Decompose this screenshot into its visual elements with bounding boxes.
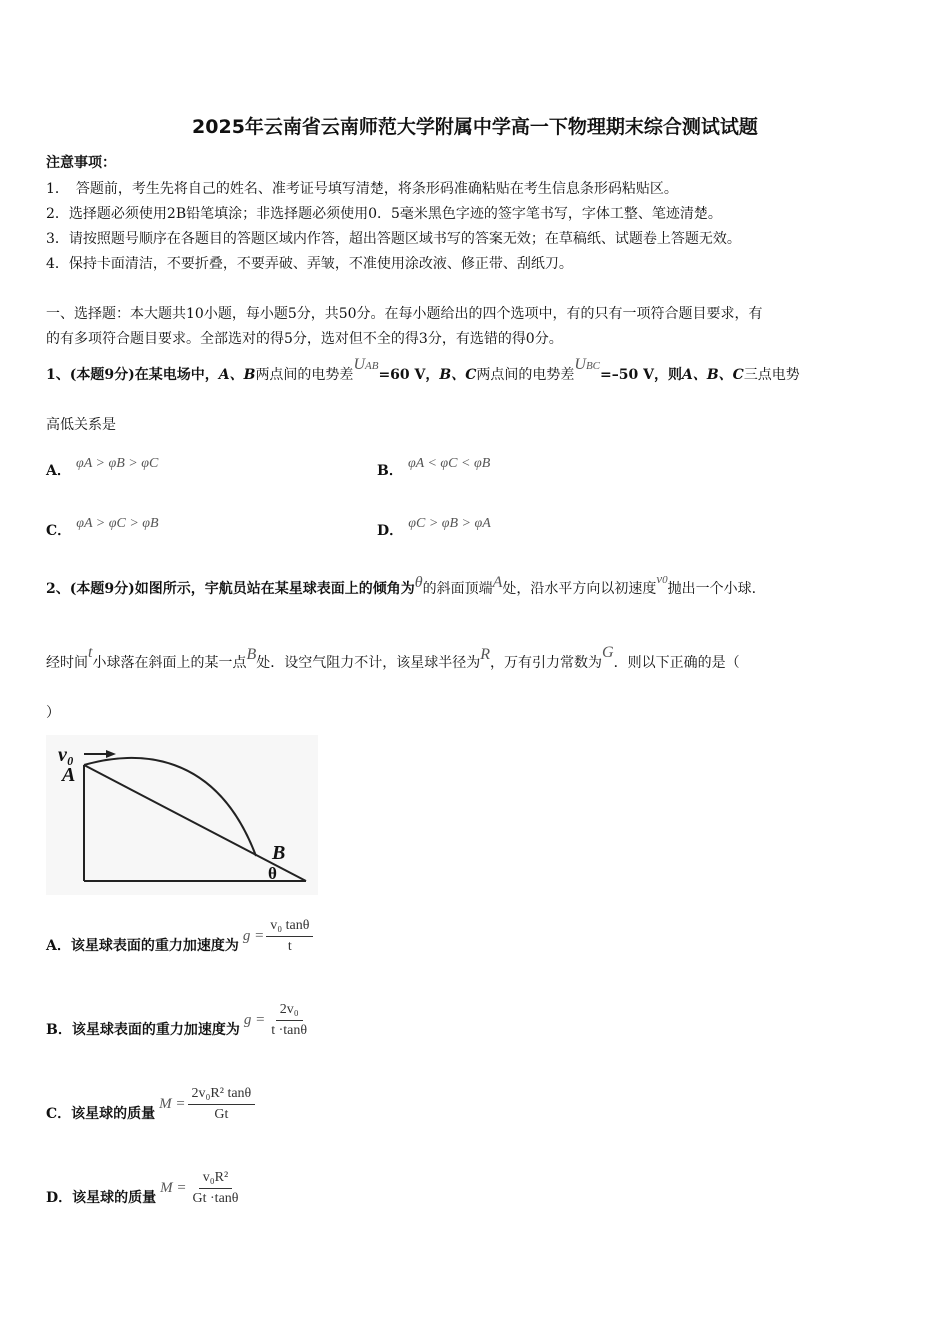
q2-option-a-lhs: g = xyxy=(242,928,265,944)
q2-stem-part1: 2、(本题9分)如图所示，宇航员站在某星球表面上的倾角为 xyxy=(46,581,415,597)
section-intro-line1: 一、选择题：本大题共10小题，每小题5分，共50分。在每小题给出的四个选项中，有的只有一项符合题目要求，有 xyxy=(46,306,763,322)
notice-heading: 注意事项： xyxy=(46,155,116,171)
q2-option-a-fraction xyxy=(266,918,313,955)
q1-option-d-math: φC > φB > φA xyxy=(408,516,491,531)
q2-option-c-denominator: Gt xyxy=(214,1107,229,1122)
notice-item-4: 4．保持卡面清洁，不要折叠，不要弄破、弄皱，不准使用涂改液、修正带、刮纸刀。 xyxy=(46,256,573,272)
section-intro-line2: 的有多项符合题目要求。全部选对的得5分，选对但不全的得3分，有选错的得0分。 xyxy=(46,331,563,347)
q2-option-c-numerator: 2v₀R² tanθ xyxy=(188,1086,256,1105)
q2-option-d-numerator: v₀R² xyxy=(199,1170,232,1189)
q1-option-d-label: D． xyxy=(377,523,404,539)
q1-stem-line2: 高低关系是 xyxy=(46,417,116,433)
q2-option-d-label: D． xyxy=(46,1189,73,1206)
q2-stem-part8: ，万有引力常数为 xyxy=(490,655,603,671)
q2-incline-figure xyxy=(46,735,318,895)
q2-stem-part3: 处，沿水平方向以初速度 xyxy=(502,581,657,597)
q2-option-c-lhs: M = xyxy=(159,1096,186,1112)
q1-stem-part2: 两点间的电势差 xyxy=(255,367,354,383)
q2-option-a-denominator: t xyxy=(287,939,292,954)
q2-stem-part2: 的斜面顶端 xyxy=(422,581,493,597)
q1-option-b-math: φA < φC < φB xyxy=(407,456,491,471)
q2-stem-line2 xyxy=(46,644,740,672)
figure-b-label: B xyxy=(272,842,286,864)
q1-option-c[interactable] xyxy=(46,512,159,539)
q1-uab-symbol: UAB xyxy=(353,356,379,373)
q2-option-b-numerator: 2v₀ xyxy=(276,1002,303,1021)
q1-stem xyxy=(46,356,800,384)
q1-option-a[interactable] xyxy=(46,452,159,479)
q2-option-a[interactable] xyxy=(46,918,313,955)
q1-option-b[interactable] xyxy=(377,452,491,479)
q2-g-symbol: G xyxy=(602,644,614,661)
figure-v0-label: v₀ xyxy=(58,744,74,766)
q1-points-abc: A、B、C xyxy=(681,367,744,383)
q2-option-c-label: C． xyxy=(46,1105,72,1122)
q1-option-a-label: A． xyxy=(46,463,71,479)
q1-option-d[interactable] xyxy=(377,512,491,539)
figure-a-label: A xyxy=(62,764,76,786)
q2-option-b-denominator: t ·tanθ xyxy=(271,1023,308,1038)
q2-stem-part7: 处．设空气阻力不计，该星球半径为 xyxy=(256,655,481,671)
q2-option-c-fraction xyxy=(188,1086,256,1123)
q2-option-b-lhs: g = xyxy=(243,1012,266,1028)
q1-uab-sub: AB xyxy=(365,360,379,372)
q2-option-d-fraction xyxy=(189,1170,243,1207)
q2-option-a-label: A． xyxy=(46,937,71,954)
page-title: 2025年云南省云南师范大学附属中学高一下物理期末综合测试试题 xyxy=(192,116,758,138)
q1-option-c-label: C． xyxy=(46,523,72,539)
q2-stem-part6: 小球落在斜面上的某一点 xyxy=(92,655,247,671)
q2-option-b-label: B． xyxy=(46,1021,72,1038)
q2-option-d[interactable] xyxy=(46,1170,243,1207)
q2-t-symbol: t xyxy=(88,644,93,661)
q1-ubc-sub: BC xyxy=(585,360,601,372)
q2-option-b[interactable] xyxy=(46,1002,311,1039)
q2-option-a-numerator: v₀ tanθ xyxy=(266,918,313,937)
q2-option-c-text: 该星球的质量 xyxy=(71,1105,156,1122)
q2-option-c[interactable] xyxy=(46,1086,255,1123)
q1-option-b-label: B． xyxy=(377,463,403,479)
q2-option-b-fraction xyxy=(267,1002,311,1039)
q1-stem-part3: =60 V， xyxy=(378,367,440,383)
q1-stem-part1: 1、(本题9分)在某电场中， xyxy=(46,367,219,383)
q1-option-a-math: φA > φB > φC xyxy=(75,456,159,471)
notice-item-3: 3．请按照题号顺序在各题目的答题区域内作答，超出答题区域书写的答案无效；在草稿纸、试题卷上答题无效。 xyxy=(46,231,741,247)
q1-ubc-symbol: UBC xyxy=(574,356,601,373)
q2-option-d-denominator: Gt ·tanθ xyxy=(192,1191,239,1206)
q2-stem-part5: 经时间 xyxy=(46,655,88,671)
q2-option-a-text: 该星球表面的重力加速度为 xyxy=(70,937,239,954)
q2-v0-symbol: v0 xyxy=(656,571,668,586)
q1-points-bc: B、C xyxy=(439,367,477,383)
notice-item-2: 2．选择题必须使用2B铅笔填涂；非选择题必须使用0．5毫米黑色字迹的签字笔书写，字体工整、笔迹清楚。 xyxy=(46,206,722,222)
q1-points-ab: A、B xyxy=(218,367,256,383)
q1-stem-part5: =–50 V，则 xyxy=(600,367,682,383)
q2-option-d-lhs: M = xyxy=(160,1180,187,1196)
figure-background xyxy=(46,735,318,895)
q2-stem-line1 xyxy=(46,571,757,598)
q1-stem-part4: 两点间的电势差 xyxy=(476,367,575,383)
figure-theta-label: θ xyxy=(268,864,277,883)
q2-theta-symbol: θ xyxy=(414,574,423,591)
q2-stem-line3: ） xyxy=(46,705,60,721)
q2-stem-part4: 抛出一个小球. xyxy=(667,581,757,597)
q1-stem-part6: 三点电势 xyxy=(743,367,800,383)
q1-option-c-math: φA > φC > φB xyxy=(76,516,159,531)
q2-stem-part9: ．则以下正确的是（ xyxy=(613,655,740,671)
q2-r-symbol: R xyxy=(480,646,491,663)
q2-a-symbol: A xyxy=(492,574,503,591)
q2-option-d-text: 该星球的质量 xyxy=(72,1189,157,1206)
q2-b-symbol: B xyxy=(246,646,257,663)
notice-item-1: 1． 答题前，考生先将自己的姓名、准考证号填写清楚，将条形码准确粘贴在考生信息条形码粘贴区。 xyxy=(46,181,678,197)
q2-option-b-text: 该星球表面的重力加速度为 xyxy=(71,1021,240,1038)
